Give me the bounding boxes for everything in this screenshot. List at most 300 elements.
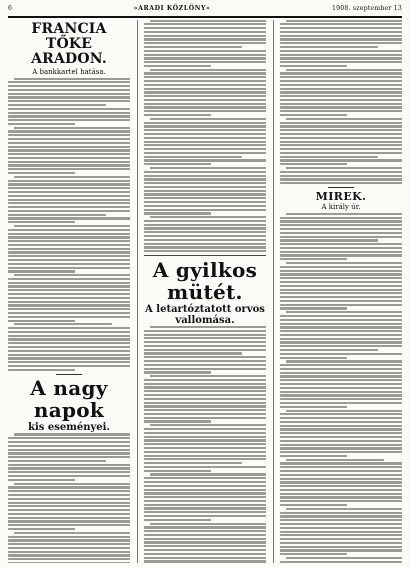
separator [144, 255, 266, 256]
text-line [280, 425, 402, 427]
text-line [280, 103, 402, 105]
text-line [144, 35, 266, 37]
text-line [8, 104, 106, 106]
text-line [8, 293, 130, 295]
text-line [144, 398, 266, 400]
text-line [144, 171, 266, 173]
text-line [150, 20, 266, 22]
text-line [8, 331, 130, 333]
text-line [280, 61, 402, 63]
separator [56, 374, 82, 375]
text-line [8, 138, 130, 140]
text-line [144, 175, 266, 177]
text-line [14, 483, 130, 485]
text-line [280, 27, 402, 29]
masthead-rule [8, 16, 402, 18]
text-line [144, 72, 266, 74]
text-line [280, 364, 402, 366]
text-line [286, 508, 402, 510]
text-line [144, 201, 266, 203]
text-line [144, 500, 266, 502]
text-line [280, 417, 402, 419]
text-line [150, 69, 266, 71]
text-line [144, 141, 266, 143]
text-line [150, 326, 266, 328]
text-line [144, 341, 266, 343]
text-line [8, 146, 130, 148]
text-line [8, 115, 130, 117]
text-line [280, 527, 402, 529]
text-line [144, 148, 266, 150]
text-line [280, 80, 402, 82]
headline-mirek: MIREK. [315, 189, 367, 203]
text-line [8, 93, 130, 95]
text-line [150, 216, 266, 218]
text-line [14, 127, 130, 129]
text-line [280, 220, 402, 222]
text-line [144, 432, 266, 434]
text-line [280, 444, 402, 446]
text-line [8, 342, 130, 344]
text-line [144, 428, 266, 430]
text-line [144, 337, 266, 339]
text-line [144, 462, 242, 464]
text-line [144, 466, 266, 468]
issue-date: 1908. szeptember 13 [332, 5, 402, 12]
text-line [280, 141, 402, 143]
text-line [8, 513, 130, 515]
text-line [8, 357, 130, 359]
text-line [8, 452, 130, 454]
text-line [8, 149, 130, 151]
text-line [14, 78, 130, 80]
text-line [280, 239, 378, 241]
text-line [8, 157, 130, 159]
article-body [280, 213, 402, 563]
text-line [280, 84, 402, 86]
text-line [144, 91, 266, 93]
text-line [8, 536, 130, 538]
text-line [280, 292, 402, 294]
text-line [280, 379, 402, 381]
text-line [280, 285, 402, 287]
text-line [8, 297, 130, 299]
text-line [286, 118, 402, 120]
text-line [144, 46, 242, 48]
text-line [8, 464, 130, 466]
text-line [280, 455, 347, 457]
text-line [8, 312, 130, 314]
text-line [280, 228, 402, 230]
text-line [280, 349, 378, 351]
text-line [8, 191, 130, 193]
text-line [280, 243, 402, 245]
text-line [280, 387, 402, 389]
text-line [8, 282, 130, 284]
text-line [280, 224, 402, 226]
text-line [280, 326, 402, 328]
text-line [8, 437, 130, 439]
text-line [280, 474, 402, 476]
text-line [280, 258, 347, 260]
text-line [144, 197, 266, 199]
text-line [144, 345, 266, 347]
text-line [144, 144, 266, 146]
text-line [14, 433, 130, 435]
text-line [280, 542, 402, 544]
text-line [144, 239, 266, 241]
text-line [144, 182, 266, 184]
text-line [8, 248, 130, 250]
text-line [144, 65, 211, 67]
text-line [286, 167, 402, 169]
text-line [280, 148, 402, 150]
text-line [144, 106, 266, 108]
text-line [8, 441, 130, 443]
separator [328, 187, 354, 188]
text-line [8, 509, 130, 511]
text-line [8, 475, 130, 477]
text-line [8, 161, 130, 163]
text-line [280, 394, 402, 396]
text-line [8, 460, 106, 462]
text-line [144, 224, 266, 226]
text-line [144, 526, 266, 528]
text-line [280, 334, 402, 336]
columns [8, 20, 402, 563]
text-line [8, 369, 75, 371]
text-line [8, 142, 130, 144]
text-line [144, 515, 266, 517]
text-line [8, 338, 130, 340]
text-line [14, 176, 130, 178]
column-1 [8, 20, 130, 563]
text-line [280, 523, 402, 525]
text-line [144, 530, 266, 532]
page-number: 6 [8, 5, 13, 12]
text-line [144, 534, 266, 536]
text-line [280, 247, 402, 249]
text-line [280, 375, 402, 377]
text-line [280, 35, 402, 37]
text-line [144, 235, 266, 237]
text-line [280, 489, 402, 491]
text-line [280, 273, 402, 275]
text-line [8, 153, 130, 155]
text-line [8, 108, 130, 110]
text-line [144, 186, 266, 188]
text-line [150, 473, 266, 475]
text-line [8, 130, 130, 132]
text-line [144, 470, 211, 472]
text-line [144, 137, 266, 139]
text-line [280, 31, 402, 33]
text-line [280, 440, 402, 442]
text-line [8, 89, 130, 91]
text-line [286, 213, 402, 215]
text-line [144, 496, 266, 498]
text-line [8, 96, 130, 98]
text-line [280, 289, 402, 291]
text-line [144, 436, 266, 438]
text-line [8, 361, 130, 363]
text-line [280, 217, 402, 219]
text-line [144, 38, 266, 40]
subhead-kis-esemenyei: kis eseményei. [28, 422, 110, 434]
text-line [280, 129, 402, 131]
subhead-orvos-vallomasa: A letartóztatott orvos vallomása. [145, 303, 265, 326]
text-line [8, 539, 130, 541]
text-line [144, 504, 266, 506]
text-line [144, 84, 266, 86]
text-line [280, 99, 402, 101]
text-line [8, 467, 130, 469]
text-line [144, 231, 266, 233]
text-line [280, 319, 402, 321]
text-line [144, 31, 266, 33]
text-line [144, 364, 266, 366]
text-line [8, 301, 130, 303]
text-line [8, 180, 130, 182]
text-line [280, 266, 402, 268]
text-line [144, 481, 266, 483]
text-line [280, 315, 402, 317]
text-line [144, 356, 266, 358]
text-line [8, 236, 130, 238]
text-line [144, 209, 266, 211]
text-line [144, 538, 266, 540]
text-line [144, 541, 266, 543]
text-line [280, 368, 402, 370]
text-line [8, 123, 75, 125]
text-line [8, 251, 130, 253]
text-line [280, 432, 402, 434]
text-line [280, 481, 402, 483]
text-line [144, 212, 211, 214]
text-line [280, 478, 402, 480]
text-line [8, 217, 130, 219]
text-line [8, 505, 130, 507]
text-line [280, 330, 402, 332]
text-line [144, 553, 266, 555]
text-line [280, 65, 347, 67]
text-line [280, 38, 402, 40]
text-line [280, 519, 402, 521]
text-line [144, 458, 266, 460]
text-line [8, 562, 130, 563]
text-line [144, 190, 266, 192]
text-line [8, 327, 130, 329]
article-body [8, 433, 130, 562]
text-line [280, 178, 402, 180]
text-line [280, 561, 402, 563]
text-line [280, 54, 402, 56]
text-line [144, 133, 266, 135]
text-line [280, 357, 347, 359]
text-line [8, 320, 75, 322]
text-line [8, 270, 75, 272]
text-line [286, 311, 402, 313]
text-line [280, 251, 402, 253]
text-line [8, 449, 130, 451]
text-line [144, 122, 266, 124]
text-line [280, 42, 402, 44]
text-line [144, 349, 266, 351]
text-line [8, 263, 130, 265]
text-line [280, 23, 402, 25]
text-line [144, 220, 266, 222]
text-line [8, 494, 130, 496]
text-line [280, 57, 402, 59]
text-line [280, 534, 402, 536]
text-line [8, 199, 130, 201]
text-line [280, 436, 402, 438]
text-line [8, 350, 130, 352]
text-line [286, 410, 402, 412]
text-line [280, 254, 402, 256]
text-line [280, 88, 402, 90]
text-line [144, 95, 266, 97]
text-line [280, 236, 402, 238]
text-line [144, 152, 266, 154]
headline-nagy-napok: A nagy napok [30, 376, 108, 423]
text-line [286, 69, 402, 71]
text-line [8, 528, 75, 530]
text-line [280, 447, 402, 449]
text-line [8, 502, 130, 504]
text-line [144, 489, 266, 491]
text-line [280, 277, 402, 279]
text-line [144, 114, 211, 116]
text-line [8, 285, 130, 287]
text-line [144, 125, 266, 127]
text-line [280, 485, 402, 487]
text-line [8, 479, 75, 481]
text-line [280, 531, 402, 533]
text-line [8, 221, 75, 223]
text-line [144, 50, 266, 52]
text-line [280, 451, 402, 453]
text-line [144, 88, 266, 90]
text-line [8, 365, 130, 367]
text-line [144, 368, 266, 370]
text-line [144, 360, 266, 362]
text-line [8, 210, 130, 212]
text-line [144, 156, 242, 158]
text-line [144, 163, 211, 165]
text-line [144, 394, 266, 396]
text-line [144, 193, 266, 195]
text-line [144, 439, 266, 441]
text-line [280, 345, 402, 347]
text-line [8, 517, 130, 519]
text-line [286, 20, 402, 22]
text-line [144, 99, 266, 101]
text-line [144, 54, 266, 56]
text-line [144, 386, 266, 388]
text-line [280, 125, 402, 127]
text-line [280, 496, 402, 498]
text-line [280, 114, 347, 116]
text-line [144, 492, 266, 494]
text-line [144, 420, 211, 422]
text-line [8, 308, 130, 310]
text-line [280, 515, 402, 517]
text-line [8, 229, 130, 231]
text-line [280, 546, 402, 548]
text-line [144, 159, 266, 161]
text-line [144, 243, 266, 245]
article-body [144, 20, 266, 253]
text-line [14, 323, 112, 325]
text-line [8, 214, 106, 216]
text-line [8, 316, 130, 318]
text-line [280, 402, 402, 404]
text-line [8, 551, 130, 553]
text-line [280, 553, 347, 555]
text-line [144, 27, 266, 29]
text-line [286, 557, 402, 559]
text-line [144, 507, 266, 509]
text-line [8, 187, 130, 189]
text-line [144, 76, 266, 78]
text-line [280, 182, 402, 184]
text-line [144, 246, 266, 248]
text-line [280, 270, 402, 272]
article-body [280, 20, 402, 185]
text-line [8, 289, 130, 291]
text-line [144, 557, 266, 559]
text-line [8, 172, 75, 174]
text-line [280, 159, 402, 161]
text-line [144, 560, 266, 562]
text-line [8, 206, 130, 208]
text-line [144, 477, 266, 479]
text-line [144, 545, 266, 547]
text-line [8, 202, 130, 204]
text-line [150, 167, 266, 169]
text-line [144, 129, 266, 131]
text-line [280, 462, 402, 464]
article-body [8, 78, 130, 371]
text-line [144, 42, 266, 44]
text-line [8, 498, 130, 500]
article-body [144, 326, 266, 563]
text-line [144, 250, 266, 252]
text-line [280, 398, 402, 400]
text-line [280, 156, 378, 158]
text-line [8, 100, 130, 102]
text-line [280, 307, 347, 309]
text-line [8, 524, 130, 526]
text-line [8, 547, 130, 549]
text-line [286, 360, 402, 362]
text-line [14, 532, 130, 534]
text-line [8, 168, 130, 170]
text-line [144, 549, 266, 551]
text-line [280, 406, 347, 408]
text-line [280, 549, 402, 551]
text-line [280, 91, 402, 93]
text-line [280, 152, 402, 154]
text-line [144, 402, 266, 404]
text-line [144, 417, 266, 419]
text-line [8, 471, 130, 473]
text-line [8, 195, 130, 197]
text-line [280, 281, 402, 283]
text-line [280, 46, 378, 48]
text-line [280, 413, 402, 415]
